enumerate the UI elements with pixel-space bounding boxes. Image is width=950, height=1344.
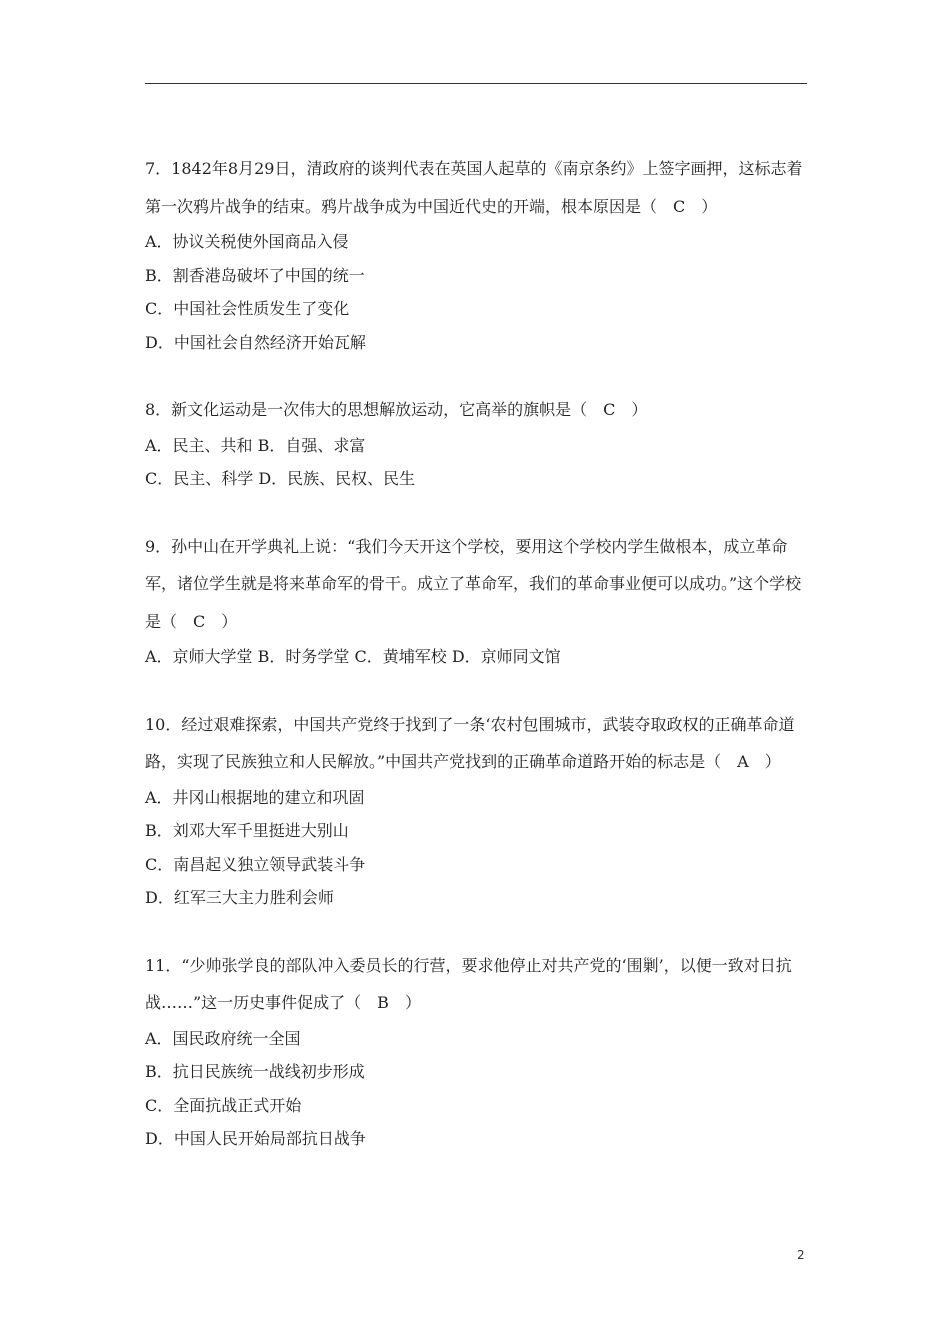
- question-stem: 11．“少帅张学良的部队冲入委员长的行营，要求他停止对共产党的‘围剿’，以便一致对日抗战……”这一历史事件促成了（ B ）: [145, 955, 792, 1012]
- question-11: [145, 947, 807, 1156]
- page-number: 2: [797, 1248, 805, 1262]
- option-d: D．红军三大主力胜利会师: [145, 888, 334, 907]
- question-stem: 8．新文化运动是一次伟大的思想解放运动，它高举的旗帜是（ C ）: [145, 400, 648, 419]
- option-c: C．中国社会性质发生了变化: [145, 299, 350, 318]
- option-row-abcd: A．京师大学堂 B．时务学堂 C．黄埔军校 D．京师同文馆: [145, 647, 561, 666]
- question-stem: 9．孙中山在开学典礼上说：“我们今天开这个学校，要用这个学校内学生做根本，成立革命军，诸位学生就是将来革命军的骨干。成立了革命军，我们的革命事业便可以成功。”这个学校是（ C ）: [145, 536, 802, 631]
- question-7: [145, 150, 807, 359]
- question-stem: 7．1842年8月29日，清政府的谈判代表在英国人起草的《南京条约》上签字画押，这标志着第一次鸦片战争的结束。鸦片战争成为中国近代史的开端，根本原因是（ C ）: [145, 159, 803, 216]
- header-rule: [145, 83, 807, 84]
- option-a: A．井冈山根据地的建立和巩固: [145, 787, 365, 807]
- question-stem: 10．经过艰难探索，中国共产党终于找到了一条‘农村包围城市，武装夺取政权的正确革命道路，实现了民族独立和人民解放。”中国共产党找到的正确革命道路开始的标志是（ A ）: [145, 714, 795, 771]
- option-a: A．协议关税使外国商品入侵: [145, 232, 349, 251]
- question-10: [145, 706, 807, 915]
- question-9: [145, 528, 807, 674]
- question-list: [145, 150, 807, 1188]
- option-b: B．割香港岛破坏了中国的统一: [145, 265, 365, 285]
- option-row-cd: C．民主、科学 D．民族、民权、民生: [145, 469, 416, 488]
- option-b: B．抗日民族统一战线初步形成: [145, 1062, 365, 1081]
- option-c: C．全面抗战正式开始: [145, 1095, 302, 1115]
- option-b: B．刘邓大军千里挺进大别山: [145, 821, 349, 840]
- option-c: C．南昌起义独立领导武装斗争: [145, 854, 366, 874]
- option-a: A．国民政府统一全国: [145, 1028, 301, 1048]
- question-8: [145, 391, 807, 496]
- option-row-ab: A．民主、共和 B．自强、求富: [145, 435, 366, 455]
- option-d: D．中国人民开始局部抗日战争: [145, 1129, 366, 1148]
- option-d: D．中国社会自然经济开始瓦解: [145, 332, 366, 352]
